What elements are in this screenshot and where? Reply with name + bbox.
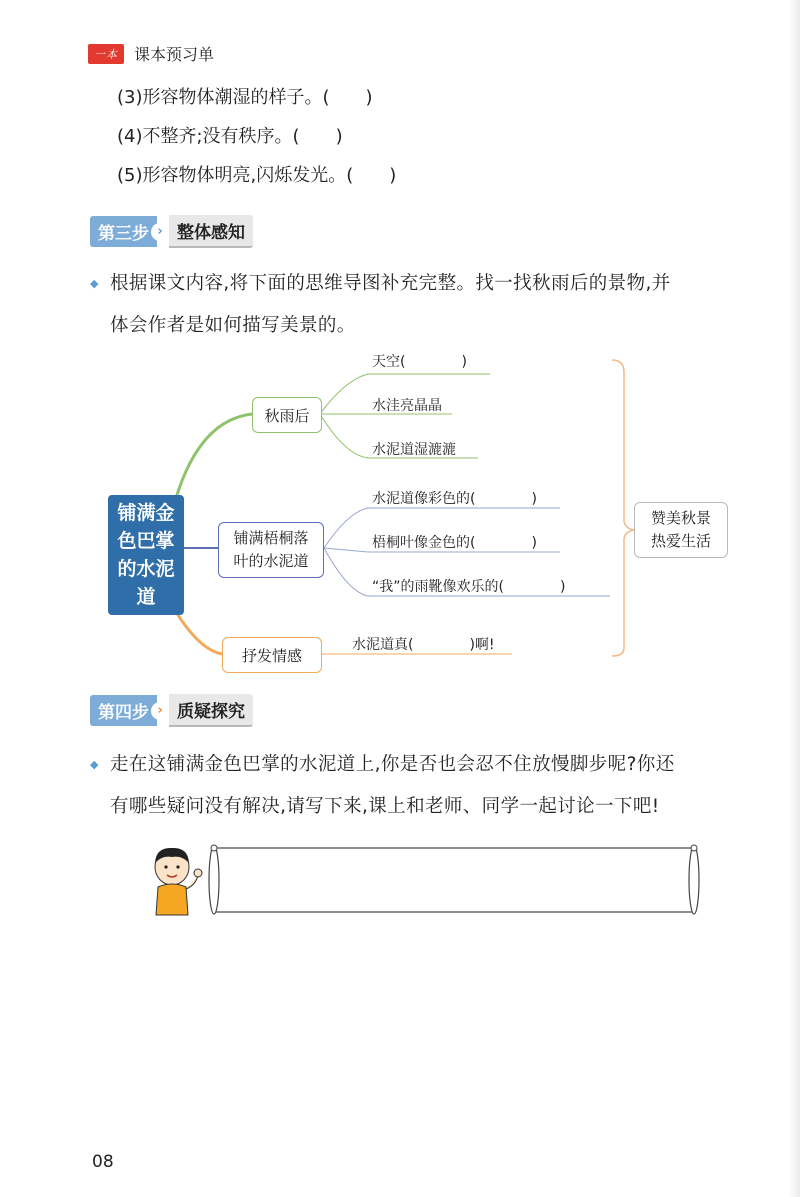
chevron-right-icon: › bbox=[151, 223, 169, 241]
leaf-puddle: 水洼亮晶晶 bbox=[372, 398, 442, 414]
root-line: 的水泥 bbox=[117, 558, 175, 580]
diamond-bullet-icon: ◆ bbox=[90, 758, 99, 771]
summary-line: 赞美秋景 bbox=[650, 509, 711, 527]
definition-item-5: (5)形容物体明亮,闪烁发光。( ) bbox=[117, 165, 397, 186]
step3-name: 整体感知 bbox=[169, 215, 253, 248]
definition-item-3: (3)形容物体潮湿的样子。( ) bbox=[117, 87, 373, 108]
summary-line: 热爱生活 bbox=[650, 532, 711, 550]
leaf-sky: 天空( ) bbox=[372, 354, 467, 370]
page-number: 08 bbox=[92, 1152, 114, 1172]
step3-instruction-line1: 根据课文内容,将下面的思维导图补充完整。找一找秋雨后的景物,并 bbox=[110, 273, 671, 294]
step3-number: 第三步 bbox=[90, 216, 157, 247]
root-line: 铺满金 bbox=[117, 502, 175, 524]
root-line: 道 bbox=[136, 586, 156, 608]
branch-label: 抒发情感 bbox=[241, 646, 302, 665]
header-title: 课本预习单 bbox=[134, 45, 215, 64]
step4-instruction-line2: 有哪些疑问没有解决,请写下来,课上和老师、同学一起讨论一下吧! bbox=[110, 796, 660, 817]
branch-label: 铺满梧桐落 bbox=[233, 529, 309, 547]
branch-after-autumn-rain bbox=[252, 397, 322, 433]
definition-item-4: (4)不整齐;没有秩序。( ) bbox=[117, 126, 343, 147]
leaf-wet-road: 水泥道湿漉漉 bbox=[372, 442, 456, 458]
branch-label: 秋雨后 bbox=[264, 406, 310, 425]
branch-express-feelings bbox=[222, 637, 322, 673]
leaf-golden-leaves: 梧桐叶像金色的( ) bbox=[372, 535, 537, 551]
branch-label: 叶的水泥道 bbox=[233, 552, 309, 570]
leaf-colorful-road: 水泥道像彩色的( ) bbox=[372, 491, 537, 507]
step3-instruction-line2: 体会作者是如何描写美景的。 bbox=[110, 315, 356, 336]
chevron-right-icon: › bbox=[151, 702, 169, 720]
step4-tag bbox=[90, 694, 253, 727]
leaf-road-exclaim: 水泥道真( )啊! bbox=[352, 637, 495, 653]
brand-logo: 一本 bbox=[88, 44, 124, 64]
mindmap-summary bbox=[634, 502, 728, 558]
step4-name: 质疑探究 bbox=[169, 694, 253, 727]
root-line: 色巴掌 bbox=[117, 530, 175, 552]
mindmap-root bbox=[108, 495, 184, 615]
branch-leaf-covered-road bbox=[218, 522, 324, 578]
step4-number: 第四步 bbox=[90, 695, 157, 726]
diamond-bullet-icon: ◆ bbox=[90, 277, 99, 290]
boy-illustration bbox=[142, 845, 206, 921]
leaf-happy-boots: “我”的雨靴像欢乐的( ) bbox=[372, 579, 566, 595]
step4-instruction-line1: 走在这铺满金色巴掌的水泥道上,你是否也会忍不住放慢脚步呢?你还 bbox=[110, 754, 675, 775]
answer-scroll-box[interactable] bbox=[208, 842, 700, 918]
